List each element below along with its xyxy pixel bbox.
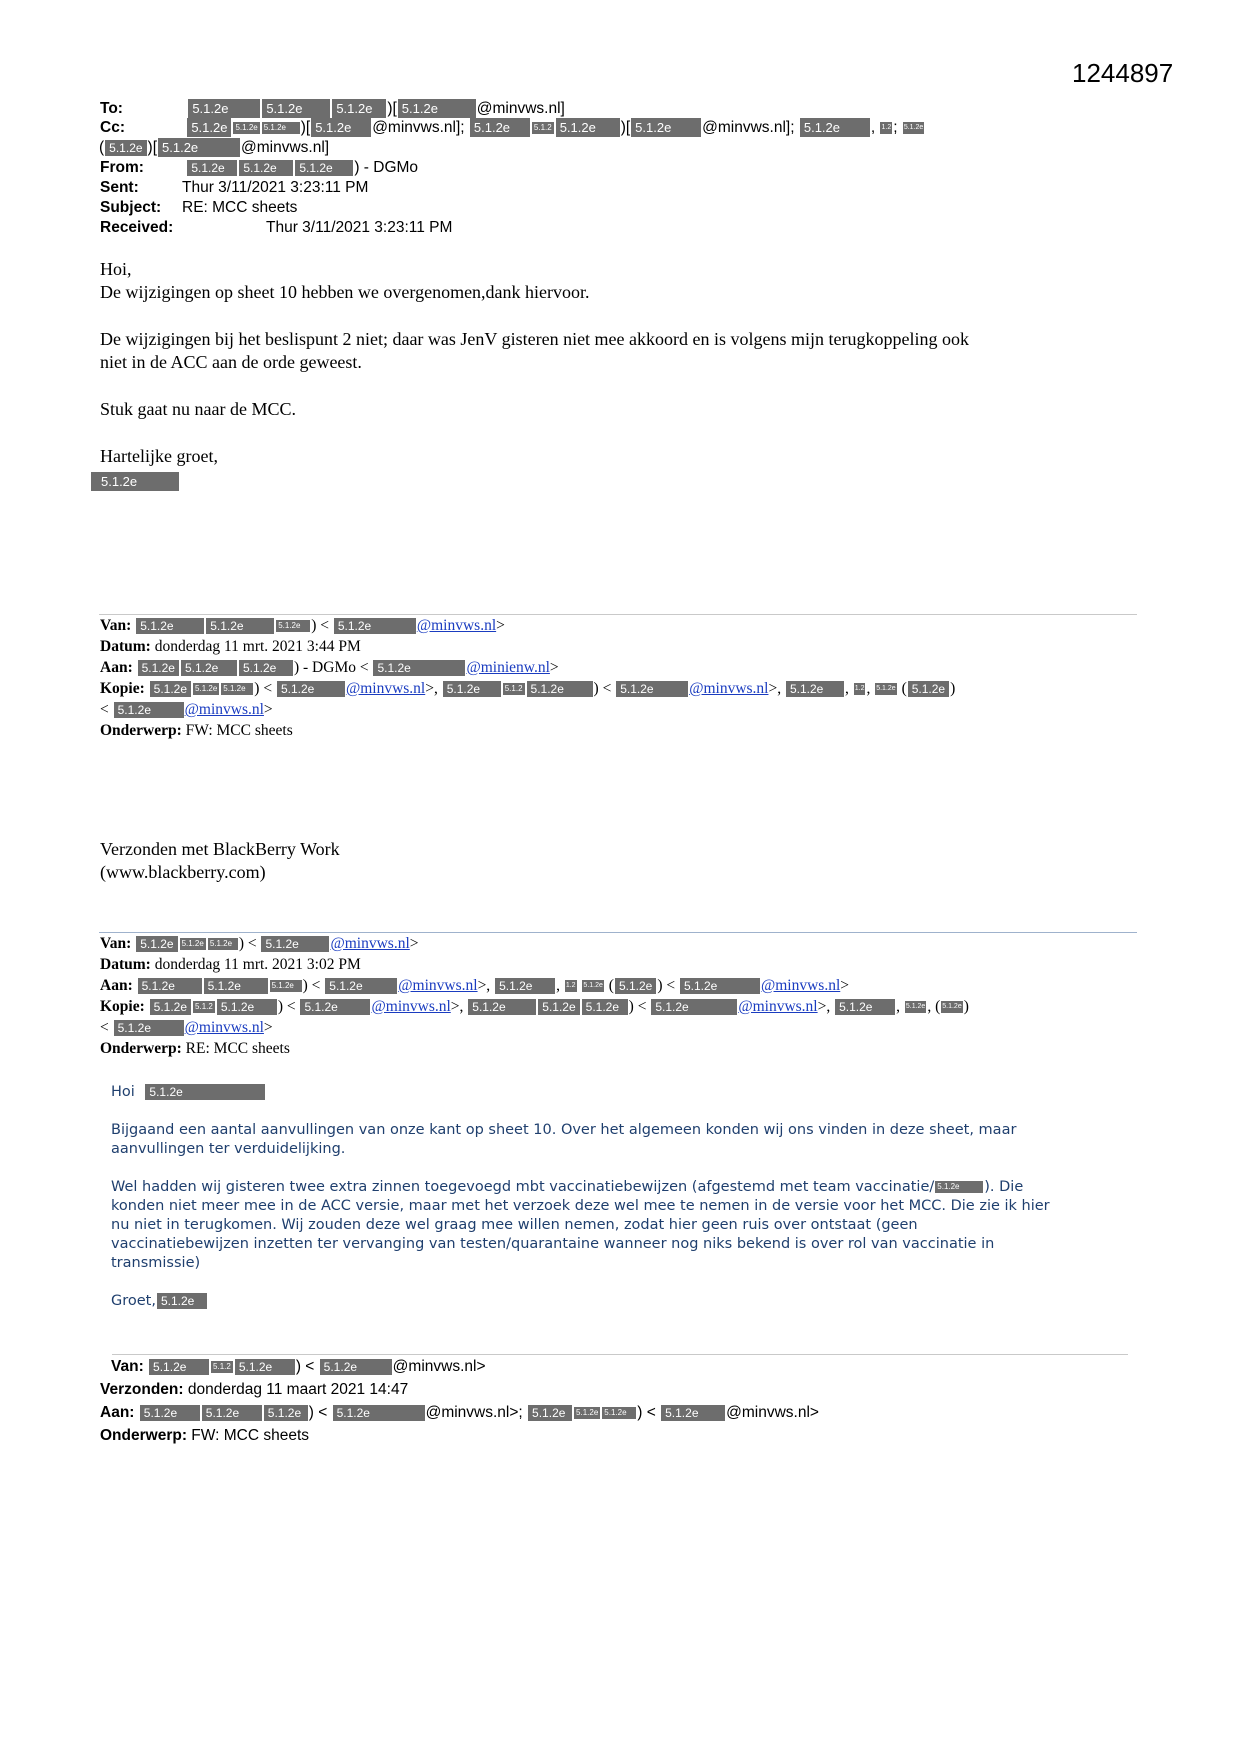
redaction: 5.1.2e: [556, 118, 620, 137]
redaction: 5.1.2e: [334, 618, 416, 634]
redaction: 5.1.2e: [149, 1359, 209, 1375]
redaction: 5.1.2e: [786, 681, 844, 697]
email1-cc-line2: ( 5.1.2e )[ 5.1.2e @minvws.nl]: [99, 139, 330, 156]
redaction: 5.1.2e: [187, 118, 231, 137]
email2-datum-line: Datum: donderdag 11 mrt. 2021 3:44 PM: [100, 638, 361, 655]
signature-redaction: 5.1.2e: [91, 472, 179, 491]
redaction: 5.1.2e: [277, 681, 345, 697]
redaction: 5.1.2e: [835, 999, 895, 1015]
redaction: 5.1.2e: [582, 999, 628, 1015]
email2-van-link[interactable]: @minvws.nl: [416, 617, 497, 634]
redaction: 5.1.2e: [204, 978, 268, 994]
email3-aan-line: Aan: 5.1.2e 5.1.2e 5.1.2e ) < 5.1.2e @minvws.nl>, 5.1.2e , 1.2 5.1.2e ( 5.1.2e ) < 5.1.2e @minvws.nl>: [100, 977, 850, 994]
redaction: 5.1.2e: [235, 122, 258, 132]
redaction: 1.2: [565, 980, 577, 992]
email4-aan-line: Aan: 5.1.2e 5.1.2e 5.1.2e ) < 5.1.2e @minvws.nl>; 5.1.2e 5.1.2e 5.1.2e ) < 5.1.2e @minvws.nl>: [100, 1404, 819, 1421]
redaction: 5.1.2e: [138, 660, 179, 676]
redaction: 5.1.2e: [138, 978, 202, 994]
redaction: 5.1.2e: [136, 618, 204, 634]
redaction: 5.1.2e: [470, 118, 530, 137]
email4-van-line: Van: 5.1.2e 5.1.2 5.1.2e ) < 5.1.2e @minvws.nl>: [111, 1358, 486, 1375]
redaction: 5.1.2e: [206, 618, 274, 634]
redaction: 5.1.2e: [239, 160, 293, 176]
sent-label: Sent:: [100, 179, 139, 196]
redaction: 5.1.2e: [443, 681, 501, 697]
to-label: To:: [100, 100, 123, 117]
redaction: 5.1.2e: [140, 1405, 200, 1421]
separator: [99, 932, 1137, 933]
redaction: 5.1.2e: [158, 138, 240, 157]
redaction: 5.1.2e: [188, 99, 260, 118]
redaction: 5.1.2e: [527, 681, 593, 697]
redaction: 5.1.2e: [373, 660, 465, 676]
cc-label: Cc:: [100, 119, 125, 136]
email3-van-line: Van: 5.1.2e 5.1.2e 5.1.2e ) < 5.1.2e @minvws.nl>: [100, 935, 419, 952]
redaction: 5.1.2e: [239, 660, 293, 676]
received-label: Received:: [100, 219, 174, 236]
email2-aan-link[interactable]: @minienw.nl: [466, 659, 550, 676]
redaction: 5.1.2e: [235, 1359, 295, 1375]
redaction: 5.1.2e: [495, 978, 555, 994]
email1-sent-line: Sent: Thur 3/11/2021 3:23:11 PM: [100, 179, 369, 196]
redaction: 5.1.2e: [181, 939, 204, 949]
redaction: 5.1.2e: [800, 118, 870, 137]
redaction: 5.1.2e: [262, 99, 330, 118]
email2-kopie-line: Kopie: 5.1.2e 5.1.2e 5.1.2e ) < 5.1.2e @minvws.nl>, 5.1.2e 5.1.2 5.1.2e ) < 5.1.2e @minvws.nl>, 5.1.2e , 1.2 , 5.1.2e ( 5.1.2e ): [100, 680, 956, 697]
redaction: 5.1.2e: [276, 620, 310, 632]
separator: [112, 1354, 1128, 1355]
from-label: From:: [100, 159, 144, 176]
redaction: 5.1.2e: [270, 980, 302, 992]
redaction: 5.1.2: [533, 122, 552, 132]
email1-cc-line: Cc: 5.1.2e 5.1.2e 5.1.2e )[ 5.1.2e @minvws.nl]; 5.1.2e 5.1.2 5.1.2e )[ 5.1.2e @minvws.nl]; 5.1.2e , 1.2 ; 5.1.2e: [100, 119, 924, 136]
redaction: 5.1.2e: [468, 999, 536, 1015]
redaction: 5.1.2e: [157, 1293, 207, 1309]
redaction: 5.1.2e: [311, 118, 371, 137]
email4-onderwerp-line: Onderwerp: FW: MCC sheets: [100, 1427, 309, 1444]
redaction: 5.1.2e: [538, 999, 579, 1015]
redaction: 5.1.2e: [320, 1359, 392, 1375]
redaction: 5.1.2e: [332, 99, 386, 118]
redaction: 5.1.2e: [661, 1405, 725, 1421]
redaction: 5.1.2e: [908, 681, 949, 697]
redaction: 5.1.2e: [187, 160, 237, 176]
redaction: 5.1.2e: [208, 938, 238, 950]
redaction: 1.2: [880, 122, 892, 134]
redaction: 5.1.2e: [651, 999, 737, 1015]
redaction: 5.1.2e: [602, 1407, 636, 1419]
redaction: 5.1.2e: [935, 1181, 983, 1193]
redaction: 5.1.2: [195, 1002, 213, 1012]
redaction: 5.1.2e: [333, 1405, 425, 1421]
redaction: 5.1.2e: [114, 702, 184, 718]
email3-onderwerp-line: Onderwerp: RE: MCC sheets: [100, 1040, 290, 1057]
email2-signature: Verzonden met BlackBerry Work (www.blackberry.com): [100, 839, 340, 882]
redaction: 5.1.2e: [105, 140, 146, 156]
redaction: 5.1.2e: [217, 999, 277, 1015]
redaction: 5.1.2e: [202, 1405, 262, 1421]
redaction: 5.1.2e: [582, 980, 603, 992]
document-id: 1244897: [1072, 58, 1174, 88]
redaction: 5.1.2e: [903, 122, 924, 134]
redaction: 5.1.2e: [145, 1084, 265, 1100]
email1-subject-line: Subject: RE: MCC sheets: [100, 199, 298, 216]
redaction: 5.1.2e: [114, 1020, 184, 1036]
email3-datum-line: Datum: donderdag 11 mrt. 2021 3:02 PM: [100, 956, 361, 973]
redaction: 5.1.2e: [300, 999, 370, 1015]
redaction: 5.1.2e: [905, 1001, 926, 1013]
redaction: 5.1.2: [504, 684, 523, 694]
email3-body: Hoi 5.1.2e Bijgaand een aantal aanvullingen van onze kant op sheet 10. Over het algemeen konden wij ons vinden in deze sheet, maar aanvullingen ter verduidelijking. Wel hadden wij gisteren twee extra zinnen toegevoegd mbt vaccinatiebewijzen (afgestemd met team vaccinatie/ 5.1.2e ). Die konden niet meer mee in de ACC versie, maar met het verzoek deze wel mee te nemen in de versie voor het MCC. Die zie ik hier nu niet in terugkomen. Wij zouden deze wel graag mee willen nemen, zodat hier geen ruis over ontstaat (geen vaccinatiebewijzen inzetten ter vervanging van testen/quarantaine wanneer nog niks bekend is over rol van vaccinatie in transmissie) Groet, 5.1.2e: [111, 1084, 1050, 1309]
redaction: 5.1.2e: [295, 160, 353, 176]
email1-body: Hoi, De wijzigingen op sheet 10 hebben we overgenomen,dank hiervoor. De wijzigingen bij het beslispunt 2 niet; daar was JenV gisteren niet mee akkoord en is volgens mijn terugkoppeling ook niet in de ACC aan de orde geweest. Stuk gaat nu naar de MCC. Hartelijke groet,: [100, 259, 969, 466]
redaction: 5.1.2e: [875, 683, 896, 695]
email3-kopie-line2: < 5.1.2e @minvws.nl>: [100, 1019, 273, 1036]
subject-label: Subject:: [100, 199, 162, 216]
redaction: 5.1.2e: [195, 684, 218, 694]
redaction: 5.1.2e: [616, 681, 688, 697]
redaction: 5.1.2e: [941, 1001, 962, 1013]
email3-kopie-line: Kopie: 5.1.2e 5.1.2 5.1.2e ) < 5.1.2e @minvws.nl>, 5.1.2e 5.1.2e 5.1.2e ) < 5.1.2e @minvws.nl>, 5.1.2e , 5.1.2e , ( 5.1.2e ): [100, 998, 969, 1015]
redaction: 5.1.2e: [680, 978, 760, 994]
redaction: 5.1.2e: [615, 978, 656, 994]
redaction: 5.1.2e: [528, 1405, 572, 1421]
email2-kopie-line2: < 5.1.2e @minvws.nl>: [100, 701, 273, 718]
redaction: 5.1.2e: [181, 660, 237, 676]
redaction: 5.1.2e: [261, 936, 329, 952]
redaction: 5.1.2e: [631, 118, 701, 137]
redaction: 1.2: [854, 683, 866, 695]
redaction: 5.1.2e: [150, 999, 191, 1015]
redaction: 5.1.2e: [150, 681, 191, 697]
email1-to-line: To: 5.1.2e 5.1.2e 5.1.2e )[ 5.1.2e @minvws.nl]: [100, 100, 565, 117]
email1-from-line: From: 5.1.2e 5.1.2e 5.1.2e ) - DGMo: [100, 159, 419, 176]
redaction: 5.1.2: [213, 1361, 231, 1371]
redaction: 5.1.2e: [264, 1405, 308, 1421]
redaction: 5.1.2e: [576, 1407, 599, 1417]
redaction: 5.1.2e: [221, 683, 253, 695]
email1-received-line: Received: Thur 3/11/2021 3:23:11 PM: [100, 219, 453, 236]
separator: [99, 614, 1137, 615]
email2-aan-line: Aan: 5.1.2e 5.1.2e 5.1.2e ) - DGMo < 5.1.2e @minienw.nl>: [100, 659, 559, 676]
redaction: 5.1.2e: [136, 936, 177, 952]
email4-verzonden-line: Verzonden: donderdag 11 maart 2021 14:47: [100, 1381, 409, 1398]
email2-onderwerp-line: Onderwerp: FW: MCC sheets: [100, 722, 293, 739]
redaction: 5.1.2e: [325, 978, 397, 994]
email2-van-line: Van: 5.1.2e 5.1.2e 5.1.2e ) < 5.1.2e @minvws.nl>: [100, 617, 505, 634]
redaction: 5.1.2e: [398, 99, 476, 118]
redaction: 5.1.2e: [262, 122, 300, 134]
